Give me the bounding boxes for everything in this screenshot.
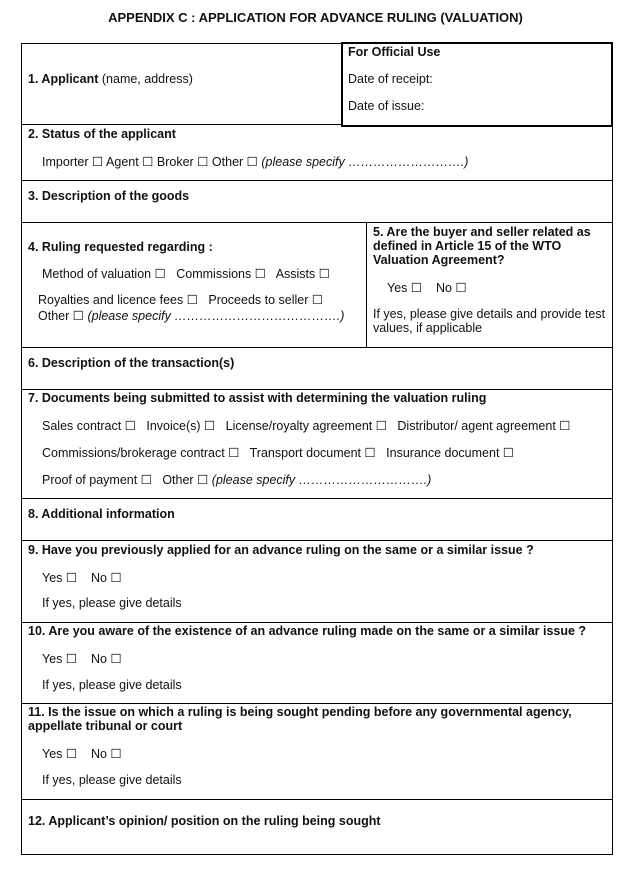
checkbox-icon: ☐ — [197, 473, 209, 487]
divider — [21, 498, 613, 499]
pending-issue-details: If yes, please give details — [42, 773, 182, 787]
related-question-line1: 5. Are the buyer and seller related as — [373, 225, 591, 239]
documents-label: 7. Documents being submitted to assist with determining the valuation ruling — [28, 391, 487, 405]
no-option[interactable]: No ☐ — [91, 571, 122, 585]
divider — [21, 389, 613, 390]
status-options — [42, 154, 468, 169]
previous-ruling-yes-no — [42, 570, 122, 585]
checkbox-icon: ☐ — [455, 281, 467, 295]
pending-issue-question-line1: 11. Is the issue on which a ruling is being sought pending before any governmental agency, — [28, 705, 572, 719]
ruling-option[interactable]: Assists ☐ — [275, 267, 330, 281]
applicant-label: 1. Applicant — [28, 72, 99, 86]
existing-ruling-question: 10. Are you aware of the existence of an advance ruling made on the same or a similar issue ? — [28, 624, 587, 638]
goods-description-label: 3. Description of the goods — [28, 189, 190, 203]
ruling-specify: (please specify ………………………………….) — [87, 309, 345, 323]
date-of-receipt[interactable]: Date of receipt: — [348, 72, 433, 86]
existing-ruling-details: If yes, please give details — [42, 678, 182, 692]
checkbox-icon: ☐ — [72, 309, 84, 323]
divider — [21, 540, 613, 541]
transaction-description-label: 6. Description of the transaction(s) — [28, 356, 235, 370]
checkbox-icon: ☐ — [559, 419, 571, 433]
status-label: 2. Status of the applicant — [28, 127, 176, 141]
document-option[interactable]: Transport document ☐ — [249, 446, 376, 460]
documents-specify[interactable]: (please specify ………………………….) — [211, 473, 432, 487]
checkbox-icon: ☐ — [364, 446, 376, 460]
divider — [366, 222, 367, 348]
no-option[interactable]: No ☐ — [436, 281, 467, 295]
pending-issue-question-line2: appellate tribunal or court — [28, 719, 183, 733]
checkbox-icon: ☐ — [110, 652, 122, 666]
status-specify[interactable]: (please specify ……………………….) — [261, 155, 469, 169]
related-details-line1: If yes, please give details and provide test — [373, 307, 606, 321]
checkbox-icon: ☐ — [140, 473, 152, 487]
applicant-hint: (name, address) — [101, 72, 193, 86]
ruling-options-row1 — [42, 266, 330, 281]
document-option[interactable]: Commissions/brokerage contract ☐ — [42, 446, 240, 460]
documents-row3 — [42, 472, 431, 487]
status-option[interactable]: Agent ☐ — [106, 155, 154, 169]
applicant-field[interactable] — [28, 72, 193, 86]
checkbox-icon: ☐ — [246, 155, 258, 169]
divider — [21, 222, 613, 223]
checkbox-icon: ☐ — [502, 446, 515, 460]
document-option[interactable]: Sales contract ☐ — [42, 419, 136, 433]
ruling-option-other[interactable]: Other ☐ (please specify ………………………………….) — [38, 309, 345, 323]
ruling-option[interactable]: Method of valuation ☐ — [42, 267, 166, 281]
yes-option[interactable]: Yes ☐ — [42, 652, 78, 666]
yes-option[interactable]: Yes ☐ — [42, 571, 78, 585]
checkbox-icon: ☐ — [254, 267, 266, 281]
checkbox-icon: ☐ — [410, 281, 423, 295]
checkbox-icon: ☐ — [92, 155, 104, 169]
checkbox-icon: ☐ — [110, 571, 122, 585]
checkbox-icon: ☐ — [197, 155, 209, 169]
related-question-line3: Valuation Agreement? — [373, 253, 505, 267]
checkbox-icon: ☐ — [65, 571, 78, 585]
yes-option[interactable]: Yes ☐ — [387, 281, 423, 295]
date-of-issue[interactable]: Date of issue: — [348, 99, 425, 113]
previous-ruling-question: 9. Have you previously applied for an advance ruling on the same or a similar issue ? — [28, 543, 534, 557]
documents-row2 — [42, 445, 514, 460]
checkbox-icon: ☐ — [154, 267, 166, 281]
checkbox-icon: ☐ — [318, 267, 330, 281]
document-option[interactable]: Proof of payment ☐ — [42, 473, 152, 487]
divider — [21, 703, 613, 704]
checkbox-icon: ☐ — [142, 155, 154, 169]
document-option[interactable]: Distributor/ agent agreement ☐ — [397, 419, 571, 433]
divider — [21, 799, 613, 800]
pending-issue-yes-no — [42, 746, 122, 761]
status-option[interactable]: Importer ☐ — [42, 155, 104, 169]
ruling-option[interactable]: Proceeds to seller ☐ — [208, 293, 324, 307]
official-use-heading: For Official Use — [348, 45, 441, 59]
checkbox-icon: ☐ — [311, 293, 324, 307]
existing-ruling-yes-no — [42, 651, 122, 666]
ruling-option[interactable]: Royalties and licence fees ☐ — [38, 293, 198, 307]
applicant-opinion-label: 12. Applicant’s opinion/ position on the ruling being sought — [28, 814, 381, 828]
related-question-line2: defined in Article 15 of the WTO — [373, 239, 562, 253]
status-option[interactable]: Broker ☐ — [156, 155, 209, 169]
no-option[interactable]: No ☐ — [91, 747, 122, 761]
divider — [21, 622, 613, 623]
related-yes-no — [387, 280, 467, 295]
document-option[interactable]: Insurance document ☐ — [386, 446, 515, 460]
divider — [21, 180, 613, 181]
checkbox-icon: ☐ — [65, 652, 78, 666]
checkbox-icon: ☐ — [124, 419, 136, 433]
ruling-requested-label: 4. Ruling requested regarding : — [28, 240, 213, 254]
checkbox-icon: ☐ — [375, 419, 387, 433]
checkbox-icon: ☐ — [228, 446, 240, 460]
checkbox-icon: ☐ — [204, 419, 216, 433]
no-option[interactable]: No ☐ — [91, 652, 122, 666]
previous-ruling-details: If yes, please give details — [42, 596, 182, 610]
ruling-options-row2 — [38, 292, 323, 307]
checkbox-icon: ☐ — [65, 747, 78, 761]
related-details-line2: values, if applicable — [373, 321, 483, 335]
checkbox-icon: ☐ — [186, 293, 198, 307]
additional-info-label: 8. Additional information — [28, 507, 175, 521]
divider — [21, 347, 613, 348]
document-option[interactable]: License/royalty agreement ☐ — [225, 419, 387, 433]
yes-option[interactable]: Yes ☐ — [42, 747, 78, 761]
status-option[interactable]: Other ☐ — [211, 155, 258, 169]
divider — [21, 124, 341, 125]
documents-row1 — [42, 418, 571, 433]
checkbox-icon: ☐ — [110, 747, 122, 761]
document-option[interactable]: Invoice(s) ☐ — [146, 419, 216, 433]
document-option[interactable]: Other ☐ — [162, 473, 209, 487]
page-title: APPENDIX C : APPLICATION FOR ADVANCE RULING (VALUATION) — [108, 10, 523, 25]
ruling-option[interactable]: Commissions ☐ — [176, 267, 266, 281]
